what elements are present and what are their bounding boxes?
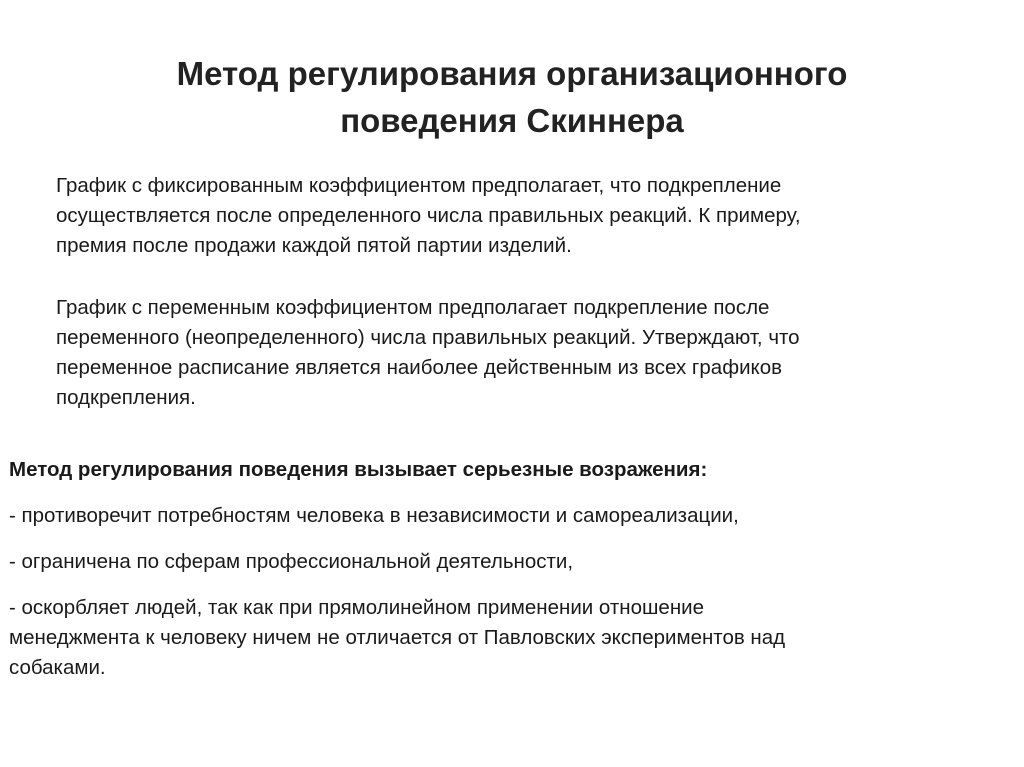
- objections-section: [9, 455, 989, 699]
- paragraph-line: График с переменным коэффициентом предполагает подкрепление после: [56, 296, 770, 319]
- objection-item: [9, 501, 989, 531]
- paragraph-line: премия после продажи каждой пятой партии изделий.: [56, 234, 572, 257]
- variable-ratio-paragraph: [56, 293, 956, 413]
- paragraph-line: График с фиксированным коэффициентом предполагает, что подкрепление: [56, 174, 782, 197]
- objection-item: [9, 593, 989, 683]
- title-line: Метод регулирования организационного: [176, 55, 848, 92]
- objections-heading: Метод регулирования поведения вызывает серьезные возражения:: [9, 458, 708, 481]
- fixed-ratio-paragraph: [56, 171, 956, 261]
- objection-line: менеджмента к человеку ничем не отличается от Павловских экспериментов над: [9, 626, 786, 649]
- objection-line: - ограничена по сферам профессиональной деятельности,: [9, 550, 574, 573]
- paragraph-line: подкрепления.: [56, 386, 196, 409]
- title-line: поведения Скиннера: [340, 102, 684, 139]
- paragraph-line: переменное расписание является наиболее действенным из всех графиков: [56, 356, 783, 379]
- objection-line: - противоречит потребностям человека в независимости и самореализации,: [9, 504, 739, 527]
- objection-line: - оскорбляет людей, так как при прямолинейном применении отношение: [9, 596, 704, 619]
- slide-title: [40, 50, 984, 144]
- paragraph-line: осуществляется после определенного числа правильных реакций. К примеру,: [56, 204, 801, 227]
- paragraph-line: переменного (неопределенного) числа правильных реакций. Утверждают, что: [56, 326, 800, 349]
- objection-item: [9, 547, 989, 577]
- objection-line: собаками.: [9, 656, 106, 679]
